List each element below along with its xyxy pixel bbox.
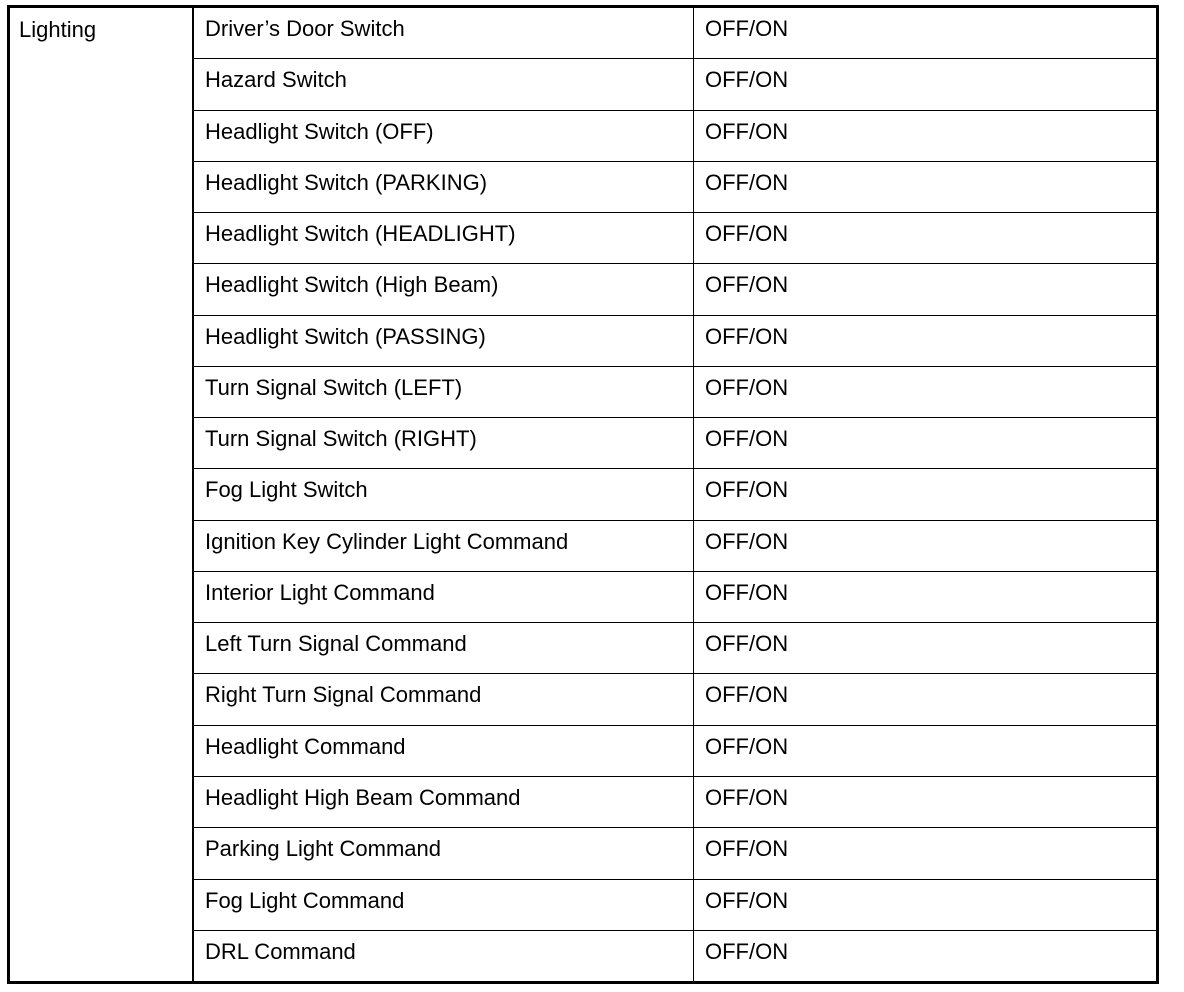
parameter-cell: Headlight Switch (OFF): [194, 111, 694, 161]
parameter-cell: Driver’s Door Switch: [194, 8, 694, 58]
table-row: [194, 777, 1156, 828]
table-row: [194, 162, 1156, 213]
value-cell: OFF/ON: [705, 16, 789, 41]
parameter-cell: Fog Light Command: [194, 880, 694, 930]
value-cell: OFF/ON: [705, 682, 789, 708]
parameter-cell: Parking Light Command: [194, 828, 694, 878]
lighting-table: [7, 5, 1159, 984]
table-row: [194, 726, 1156, 777]
parameter-cell: Headlight Switch (High Beam): [194, 264, 694, 314]
category-column: [10, 8, 194, 981]
table-row: [194, 8, 1156, 59]
value-cell: OFF/ON: [705, 836, 789, 862]
value-cell: OFF/ON: [705, 67, 789, 93]
table-row: [194, 316, 1156, 367]
parameter-cell: Left Turn Signal Command: [194, 623, 694, 673]
category-label: Lighting: [19, 17, 97, 42]
table-row: [194, 674, 1156, 725]
parameter-cell: Ignition Key Cylinder Light Command: [194, 521, 694, 571]
table-row: [194, 572, 1156, 623]
table-row: [194, 880, 1156, 931]
value-cell: OFF/ON: [705, 169, 789, 195]
value-cell: OFF/ON: [705, 938, 789, 964]
parameter-cell: Fog Light Switch: [194, 469, 694, 519]
table-row: [194, 521, 1156, 572]
value-cell: OFF/ON: [705, 579, 789, 605]
value-cell: OFF/ON: [705, 477, 789, 503]
value-cell: OFF/ON: [705, 631, 789, 657]
parameter-cell: Headlight High Beam Command: [194, 777, 694, 827]
value-cell: OFF/ON: [705, 323, 789, 349]
value-cell: OFF/ON: [705, 426, 789, 452]
table-row: [194, 931, 1156, 981]
parameter-cell: DRL Command: [194, 931, 694, 981]
table-row: [194, 828, 1156, 879]
value-cell: OFF/ON: [705, 374, 789, 400]
value-cell: OFF/ON: [705, 118, 789, 144]
value-cell: OFF/ON: [705, 221, 789, 247]
parameter-cell: Headlight Switch (PARKING): [194, 162, 694, 212]
parameter-cell: Right Turn Signal Command: [194, 674, 694, 724]
table-row: [194, 623, 1156, 674]
value-cell: OFF/ON: [705, 733, 789, 759]
table-row: [194, 418, 1156, 469]
value-cell: OFF/ON: [705, 784, 789, 810]
parameter-cell: Turn Signal Switch (RIGHT): [194, 418, 694, 468]
table-row: [194, 367, 1156, 418]
table-row: [194, 59, 1156, 110]
table-row: [194, 469, 1156, 520]
parameter-cell: Hazard Switch: [194, 59, 694, 109]
table-row: [194, 111, 1156, 162]
parameter-cell: Headlight Switch (HEADLIGHT): [194, 213, 694, 263]
table-row: [194, 213, 1156, 264]
table-row: [194, 264, 1156, 315]
value-cell: OFF/ON: [705, 887, 789, 913]
table-rows: [194, 8, 1156, 981]
parameter-cell: Turn Signal Switch (LEFT): [194, 367, 694, 417]
parameter-cell: Headlight Switch (PASSING): [194, 316, 694, 366]
value-cell: OFF/ON: [705, 272, 789, 298]
value-cell: OFF/ON: [705, 528, 789, 554]
parameter-cell: Headlight Command: [194, 726, 694, 776]
parameter-cell: Interior Light Command: [194, 572, 694, 622]
